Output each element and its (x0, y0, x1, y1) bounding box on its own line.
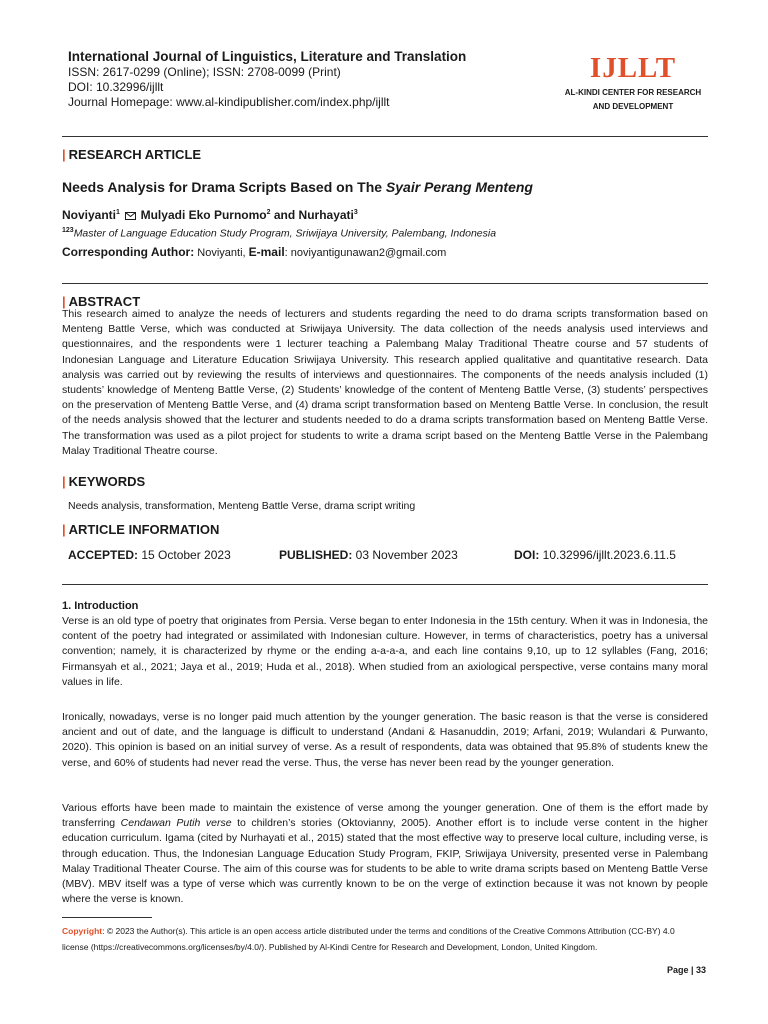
author-3: and Nurhayati (270, 208, 354, 222)
keywords-heading (62, 474, 145, 490)
article-type (62, 147, 201, 163)
author-1: Noviyanti (62, 208, 117, 222)
p3-part-a: Various efforts have been made to maintain the existence of verse among the younger generation. One of them is the effort made by transferring (62, 802, 708, 830)
accepted-value: 15 October 2023 (138, 548, 231, 562)
logo-sub-1: AL-KINDI CENTER FOR RESEARCH (564, 88, 702, 97)
article-title (62, 179, 533, 195)
published-value: 03 November 2023 (352, 548, 458, 562)
article-doi (514, 548, 676, 562)
published-date (279, 548, 458, 562)
article-info-heading-label: ARTICLE INFORMATION (68, 522, 220, 537)
affiliation-text: Master of Language Education Study Program, Sriwijaya University, Palembang, Indonesia (73, 227, 497, 240)
title-italic: Syair Perang Menteng (385, 179, 533, 195)
journal-logo (558, 52, 708, 112)
intro-paragraph-2: Ironically, nowadays, verse is no longer paid much attention by the younger generation. The basic reason is that the verse is considered ancient and out of date, and the language is difficult to understand (Andani & Hasanuddin, 2019; Arfani, 2019; Wulandari & Purwanto, 2020). This opinion is based on an initial survey of verse. As a result of respondents, data was obtained that 95.8% of students knew the verse, and 60% of students had never read the verse. Thus, the verse has never been read by the younger generation. (62, 711, 708, 769)
p3-italic: Cendawan Putih verse (120, 817, 232, 830)
logo-text: IJLLT (589, 52, 677, 84)
accepted-label: ACCEPTED: (68, 548, 139, 562)
section-bar: | (62, 294, 66, 309)
keywords-text: Needs analysis, transformation, Menteng Battle Verse, drama script writing (68, 500, 416, 512)
section-bar: | (62, 474, 66, 489)
author-1-sup: 1 (116, 209, 120, 216)
copyright-notice (62, 923, 702, 955)
page-number: Page | 33 (666, 965, 706, 975)
author-2-sup: 2 (266, 209, 271, 216)
author-3-sup: 3 (353, 209, 358, 216)
author-2: Mulyadi Eko Purnomo (140, 208, 267, 222)
abstract-divider (62, 283, 708, 284)
doi-value[interactable]: 10.32996/ijllt.2023.6.11.5 (539, 548, 676, 562)
section-bar: | (62, 522, 66, 537)
doi-label: DOI: (514, 548, 540, 562)
p3-part-b: to children’s stories (Oktovianny, 2005). Another effort is to include verse content in the higher education curriculum. Igama (cited by Nurhayati et al., 2015) stated that the most effective way to preserve local culture, including verse, is through education. Thus, the Indonesian Language Education Study Program, FKIP, Sriwijaya University, presented verse in Palembang Malay Traditional Theater Course. The aim of this course was for students to be able to write drama scripts based on Menteng Battle Verse (MBV). MBV itself was a type of verse which was currently known to be on the verge of extinction because it was not known by people where the verse is known. (62, 817, 708, 906)
section-bar: | (62, 147, 66, 162)
logo-sub-2: AND DEVELOPMENT (592, 102, 674, 111)
abstract-text: This research aimed to analyze the needs of lecturers and students regarding the need to do drama scripts transformation based on Menteng Battle Verse, which was conducted at Sriwijaya University. The data collection of the needs analysis used interviews and questionnaires, and the respondents were 1 lecturer teaching a Palembang Malay Traditional Theatre course and 57 students of Indonesian Language and Literature Education Sriwijaya University. This research applied qualitative and quantitative research. Data analysis was carried out by reviewing the results of interviews and questionnaires. The components of the needs analysis included (1) students’ knowledge of Menteng Battle Verse, (2) Students’ knowledge of the content of Menteng Battle Verse, (3) students’ perspectives on the preservation of Menteng Battle Verse, and (4) drama script transformation based on Menteng Battle Verse. In conclusion, the result of the needs analysis showed that the lecturer and students needed to do a drama scripts transformation based on Menteng Battle Verse. The transformation was used as a pilot project for students to write a drama script based on the Menteng Battle Verse in the Palembang Malay Traditional Theatre course. (62, 308, 708, 457)
article-info-heading (62, 522, 219, 538)
copyright-text: : © 2023 the Author(s). This article is an open access article distributed under the terms and conditions of the Creative Commons Attribution (CC-BY) 4.0 license (https://creativecommons.org/licenses/by/4.0/). Published by Al-Kindi Centre for Research and Development, London, United Kingdom. (62, 926, 675, 952)
journal-issn: ISSN: 2617-0299 (Online); ISSN: 2708-0099 (Print) (68, 65, 341, 79)
affiliation (62, 227, 496, 240)
envelope-icon (125, 212, 136, 220)
author-list (62, 208, 358, 222)
journal-header (68, 48, 708, 110)
journal-homepage[interactable]: Journal Homepage: www.al-kindipublisher.com/index.php/ijllt (68, 95, 390, 109)
published-label: PUBLISHED: (279, 548, 353, 562)
intro-heading: 1. Introduction (62, 600, 139, 612)
journal-doi: DOI: 10.32996/ijllt (68, 80, 164, 94)
article-type-label: RESEARCH ARTICLE (68, 147, 202, 162)
email-label: E-mail (248, 245, 285, 259)
header-divider (62, 136, 708, 137)
corresponding-email[interactable]: : noviyantigunawan2@gmail.com (284, 247, 447, 259)
corresponding-label: Corresponding Author: (62, 245, 195, 259)
affiliation-sup: 123 (62, 227, 74, 234)
journal-name: International Journal of Linguistics, Literature and Translation (68, 49, 467, 64)
info-divider (62, 584, 708, 585)
corresponding-name: Noviyanti, (194, 247, 249, 259)
footer-divider (62, 917, 152, 918)
keywords-heading-label: KEYWORDS (68, 474, 146, 489)
corresponding-author (62, 245, 446, 259)
title-main: Needs Analysis for Drama Scripts Based on The (62, 179, 386, 195)
intro-paragraph-3 (62, 801, 708, 907)
accepted-date (68, 548, 231, 562)
abstract-heading-label: ABSTRACT (68, 294, 141, 309)
copyright-label: Copyright (62, 926, 103, 936)
intro-paragraph-1: Verse is an old type of poetry that originates from Persia. Verse began to enter Indonesia in the 15th century. When it was in Indonesia, the content of the poetry had integrated or assimilated with Indonesian culture. However, in terms of characteristics, poetry has a universal convention; namely, it is characterized by rhyme or the ending a-a-a-a, and each line contains 9,10, up to 12 syllables (Fang, 2016; Firmansyah et al., 2021; Jaya et al., 2019; Huda et al., 2018). When studied from an axiological perspective, verse contains many moral values in life. (62, 615, 708, 688)
